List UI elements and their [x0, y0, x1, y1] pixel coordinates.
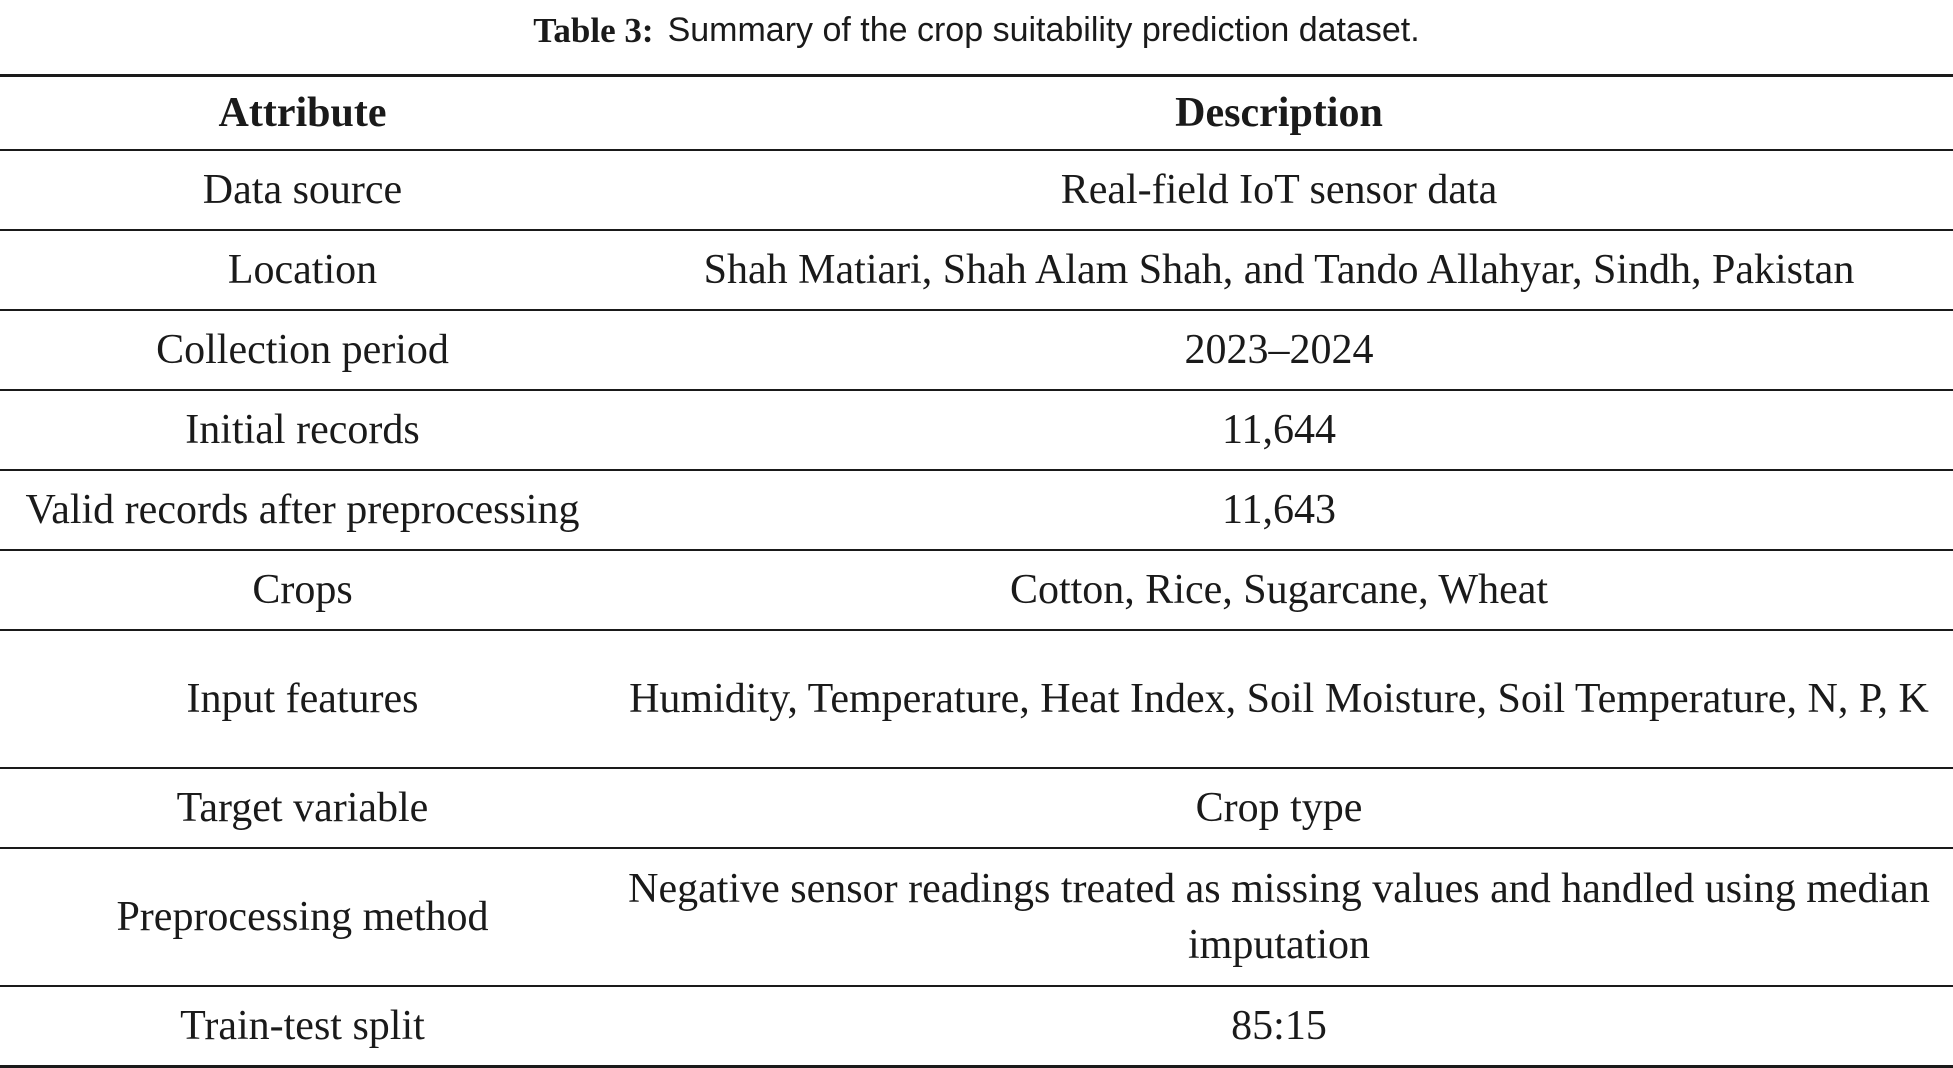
description-cell: 85:15: [605, 986, 1953, 1067]
table-row: [0, 230, 1953, 310]
attribute-cell: Crops: [0, 550, 605, 630]
attribute-cell: Input features: [0, 630, 605, 768]
description-cell: Real-field IoT sensor data: [605, 150, 1953, 230]
header-attribute: Attribute: [0, 76, 605, 151]
description-cell: Negative sensor readings treated as missing values and handled using median imputation: [605, 848, 1953, 986]
attribute-cell: Initial records: [0, 390, 605, 470]
dataset-summary-table: [0, 74, 1953, 1068]
attribute-cell: Data source: [0, 150, 605, 230]
table-row: [0, 470, 1953, 550]
description-cell: 2023–2024: [605, 310, 1953, 390]
table-caption-text: Summary of the crop suitability prediction dataset.: [667, 11, 1420, 49]
attribute-cell: Train-test split: [0, 986, 605, 1067]
table-row: [0, 630, 1953, 768]
description-cell: Crop type: [605, 768, 1953, 848]
description-cell: Cotton, Rice, Sugarcane, Wheat: [605, 550, 1953, 630]
attribute-cell: Valid records after preprocessing: [0, 470, 605, 550]
table-row: [0, 150, 1953, 230]
table-row: [0, 768, 1953, 848]
table-row: [0, 550, 1953, 630]
attribute-cell: Target variable: [0, 768, 605, 848]
description-cell: 11,644: [605, 390, 1953, 470]
description-cell: Humidity, Temperature, Heat Index, Soil Moisture, Soil Temperature, N, P, K: [605, 630, 1953, 768]
attribute-cell: Collection period: [0, 310, 605, 390]
table-caption-label: Table 3:: [533, 10, 654, 50]
attribute-cell: Preprocessing method: [0, 848, 605, 986]
table-header-row: [0, 76, 1953, 151]
table-row: [0, 848, 1953, 986]
table-row: [0, 986, 1953, 1067]
description-cell: Shah Matiari, Shah Alam Shah, and Tando Allahyar, Sindh, Pakistan: [605, 230, 1953, 310]
table-row: [0, 390, 1953, 470]
attribute-cell: Location: [0, 230, 605, 310]
table-caption: [0, 0, 1953, 60]
header-description: Description: [605, 76, 1953, 151]
table-row: [0, 310, 1953, 390]
description-cell: 11,643: [605, 470, 1953, 550]
